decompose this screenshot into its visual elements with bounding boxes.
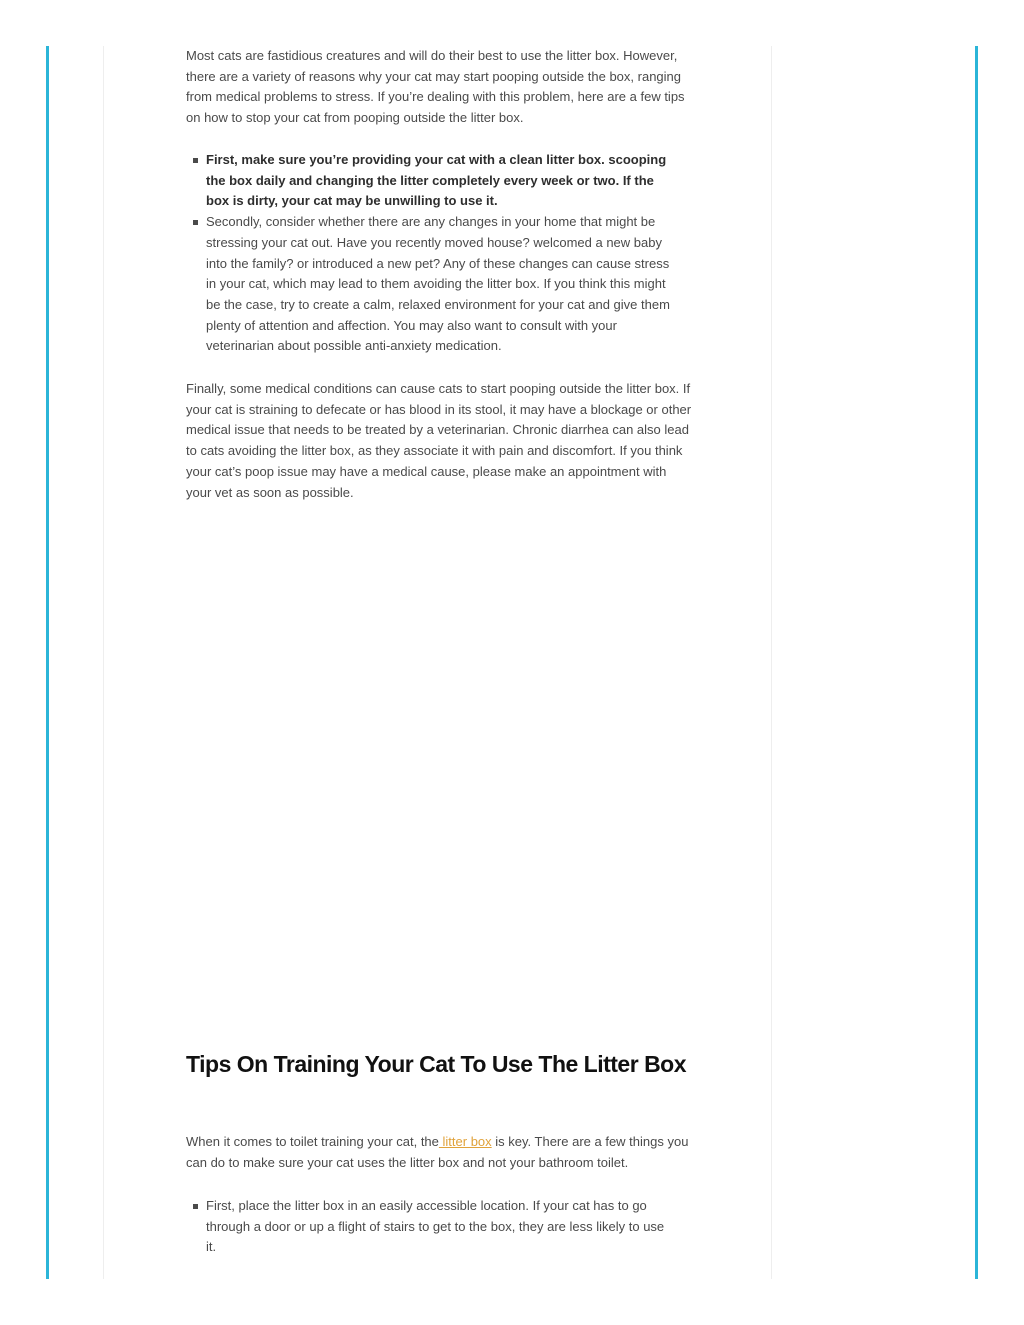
bullet-icon bbox=[193, 158, 198, 163]
training-intro-text-continued: is key. There are a few things you can do to make sure your cat uses the litter box and not your bathroom toilet. bbox=[186, 1134, 689, 1170]
bullet-icon bbox=[193, 220, 198, 225]
list-item-text: First, place the litter box in an easily accessible location. If your cat has to go through a door or up a flight of stairs to get to the box, they are less likely to use it. bbox=[206, 1198, 665, 1255]
list-item bbox=[206, 1196, 672, 1258]
list-item-text: First, make sure you’re providing your cat with a clean litter box. scooping the box daily and changing the litter completely every week or two. If the box is dirty, your cat may be unwilling to use it. bbox=[206, 152, 667, 209]
training-intro-paragraph bbox=[186, 1132, 696, 1173]
list-item bbox=[206, 150, 672, 212]
list-item bbox=[206, 212, 672, 357]
section-heading: Tips On Training Your Cat To Use The Litter Box bbox=[186, 1051, 687, 1077]
training-list-section bbox=[186, 1196, 672, 1258]
bullet-icon bbox=[193, 1204, 198, 1209]
list-item-text: Secondly, consider whether there are any changes in your home that might be stressing your cat out. Have you recently moved house? welcomed a new baby into the family? or introduced a new pet? Any of these changes can cause stress in your cat, which may lead to them avoiding the litter box. If you think this might be the case, try to create a calm, relaxed environment for your cat and give them plenty of attention and affection. You may also want to consult with your veterinarian about possible anti-anxiety medication. bbox=[206, 214, 670, 354]
content-column-left-divider bbox=[103, 46, 104, 1279]
medical-section bbox=[186, 379, 692, 503]
training-list bbox=[186, 1196, 672, 1258]
blank-ad-space bbox=[186, 526, 692, 1006]
training-intro-text: When it comes to toilet training your cat, the bbox=[186, 1134, 439, 1149]
tips-list bbox=[186, 150, 672, 357]
tips-list-section bbox=[186, 150, 672, 357]
intro-section bbox=[186, 46, 692, 129]
content-column-right-divider bbox=[771, 46, 772, 1279]
right-accent-border bbox=[975, 46, 978, 1279]
intro-paragraph: Most cats are fastidious creatures and will do their best to use the litter box. However, there are a variety of reasons why your cat may start pooping outside the box, ranging from medical problems to stress. If you’re dealing with this problem, here are a few tips on how to stop your cat from pooping outside the litter box. bbox=[186, 48, 685, 126]
left-accent-border bbox=[46, 46, 49, 1279]
litter-box-link[interactable]: litter box bbox=[438, 1134, 492, 1149]
medical-paragraph: Finally, some medical conditions can cause cats to start pooping outside the litter box. If your cat is straining to defecate or has blood in its stool, it may have a blockage or other medical issue that needs to be treated by a veterinarian. Chronic diarrhea can also lead to cats avoiding the litter box, as they associate it with pain and discomfort. If you think your cat’s poop issue may have a medical cause, please make an appointment with your vet as soon as possible. bbox=[186, 381, 692, 500]
training-intro-section bbox=[186, 1132, 696, 1173]
